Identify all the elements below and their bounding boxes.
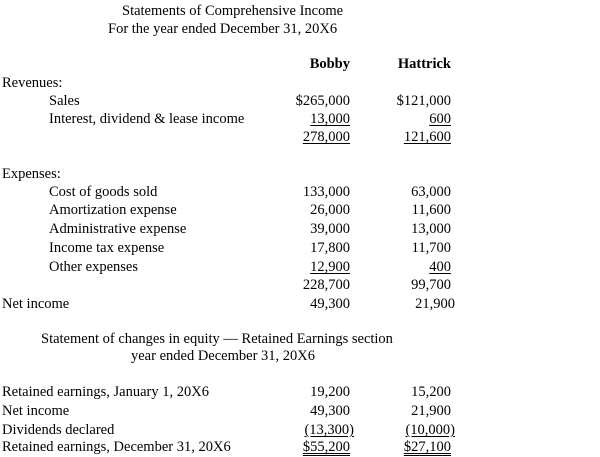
equity-bobby-value: 19,200 (310, 384, 350, 400)
revenues-total-hattrick: 121,600 (403, 129, 451, 145)
column-header-hattrick: Hattrick (397, 56, 451, 72)
equity-bobby-value: 49,300 (310, 403, 350, 419)
net-income-label: Net income (2, 296, 70, 312)
expenses-total-hattrick: 99,700 (411, 277, 451, 293)
expense-hattrick-value: 11,700 (411, 240, 451, 256)
expense-bobby-value: 17,800 (310, 240, 350, 256)
expense-label: Other expenses (49, 259, 138, 275)
net-income-bobby: 49,300 (310, 296, 350, 312)
revenues-total-bobby: 278,000 (302, 129, 350, 145)
equity-subtitle: year ended December 31, 20X6 (131, 348, 315, 364)
expense-hattrick-value: 400 (429, 259, 451, 275)
expense-hattrick-value: 63,000 (411, 184, 451, 200)
equity-hattrick-value: (10,000) (405, 422, 455, 438)
expense-label: Income tax expense (49, 240, 165, 256)
expense-label: Amortization expense (49, 202, 177, 218)
revenues-heading: Revenues: (2, 75, 63, 91)
revenue-bobby-value: 13,000 (310, 111, 350, 127)
column-header-bobby: Bobby (309, 56, 350, 72)
equity-hattrick-value: 15,200 (411, 384, 451, 400)
expenses-total-bobby: 228,700 (302, 277, 350, 293)
expense-hattrick-value: 11,600 (411, 202, 451, 218)
equity-hattrick-value: 21,900 (411, 403, 451, 419)
revenue-label: Sales (49, 93, 80, 109)
expense-bobby-value: 39,000 (310, 221, 350, 237)
statement-subtitle: For the year ended December 31, 20X6 (108, 21, 338, 37)
expense-bobby-value: 26,000 (310, 202, 350, 218)
revenue-label: Interest, dividend & lease income (49, 111, 245, 127)
revenue-hattrick-value: $121,000 (396, 93, 451, 109)
equity-row-label: Dividends declared (2, 422, 115, 438)
equity-row-label: Net income (2, 403, 70, 419)
expense-hattrick-value: 13,000 (411, 221, 451, 237)
expense-bobby-value: 12,900 (310, 259, 350, 275)
expense-label: Administrative expense (49, 221, 187, 237)
expense-label: Cost of goods sold (49, 184, 158, 200)
expense-bobby-value: 133,000 (302, 184, 350, 200)
expenses-heading: Expenses: (2, 166, 61, 182)
equity-title: Statement of changes in equity — Retained Earnings section (41, 331, 393, 347)
net-income-hattrick: 21,900 (415, 296, 455, 312)
equity-bobby-value: (13,300) (304, 422, 354, 438)
equity-row-label: Retained earnings, December 31, 20X6 (2, 439, 231, 455)
equity-bobby-value: $55,200 (302, 439, 350, 455)
equity-row-label: Retained earnings, January 1, 20X6 (2, 384, 209, 400)
revenue-bobby-value: $265,000 (295, 93, 350, 109)
revenue-hattrick-value: 600 (429, 111, 451, 127)
equity-hattrick-value: $27,100 (403, 439, 451, 455)
statement-title: Statements of Comprehensive Income (122, 3, 344, 19)
